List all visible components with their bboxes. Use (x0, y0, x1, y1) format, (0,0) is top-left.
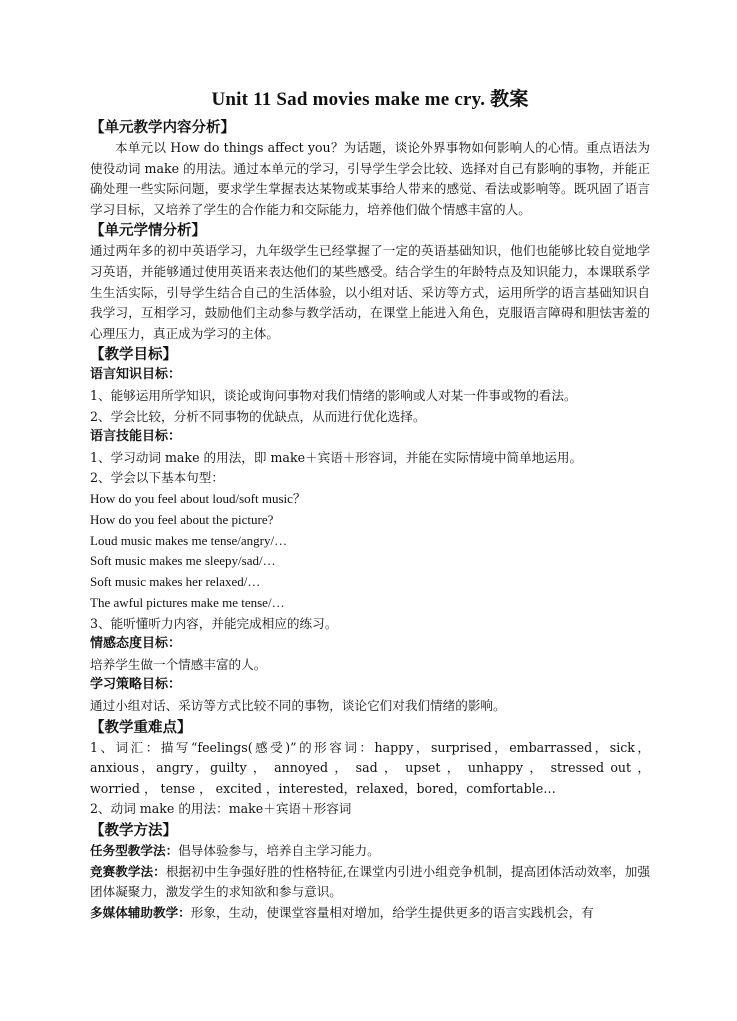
content-analysis-paragraph: 本单元以 How do things affect you？为话题，谈论外界事物如何影响人的心情。重点语法为使役动词 make 的用法。通过本单元的学习，引导学生学会比较、选择对自己有影响的事物，并能正确处理一些实际问题，要求学生掌握表达某物或某事给人带来的感觉、看法或影响等。既巩固了语言学习目标，又培养了学生的合作能力和交际能力，培养他们做个情感丰富的人。 (90, 140, 650, 217)
student-analysis-paragraph: 通过两年多的初中英语学习，九年级学生已经掌握了一定的英语基础知识，他们也能够比较自觉地学习英语，并能够通过使用英语来表达他们的某些感受。结合学生的年龄特点及知识能力，本课联系学生生活实际，引导学生结合自己的生活体验，以小组对话、采访等方式，运用所学的语言基础知识自我学习，互相学习，鼓励他们主动参与教学活动，在课堂上能进入角色，克服语言障碍和胆怯害羞的心理压力，真正成为学习的主体。 (90, 243, 650, 341)
section-heading-methods: 【教学方法】 (90, 822, 177, 840)
sentence-pattern-1: How do you feel about loud/soft music？ (90, 490, 306, 506)
document-title: Unit 11 Sad movies make me cry. 教案 (211, 89, 529, 110)
key-point-make-usage: 2、动词 make 的用法：make＋宾语＋形容词 (90, 801, 352, 817)
sentence-pattern-3: Loud music makes me tense/angry/… (90, 532, 288, 548)
emotion-objective: 培养学生做一个情感丰富的人。 (90, 656, 267, 672)
method-multimedia-text: 形象，生动，使课堂容量相对增加，给学生提供更多的语言实践机会，有 (190, 904, 594, 920)
method-task-based (90, 841, 650, 862)
method-competition-label: 竞赛教学法： (90, 863, 166, 879)
section-heading-student-analysis: 【单元学情分析】 (90, 222, 206, 240)
strategy-objective: 通过小组对话、采访等方式比较不同的事物，谈论它们对我们情绪的影响。 (90, 698, 506, 714)
strategy-objective-label: 学习策略目标： (90, 677, 182, 693)
section-heading-content-analysis: 【单元教学内容分析】 (90, 119, 235, 136)
sentence-pattern-4: Soft music makes me sleepy/sad/… (90, 553, 276, 569)
knowledge-objective-1: 1、能够运用所学知识，谈论或询问事物对我们情绪的影响或人对某一件事或物的看法。 (90, 387, 577, 403)
skill-objective-3: 3、能听懂听力内容，并能完成相应的练习。 (90, 615, 338, 631)
method-multimedia (90, 903, 650, 924)
skill-objectives-label: 语言技能目标： (90, 429, 182, 445)
sentence-pattern-5: Soft music makes her relaxed/… (90, 574, 261, 590)
method-multimedia-label: 多媒体辅助教学： (90, 904, 191, 920)
key-point-vocabulary: 1、词汇：描写“feelings(感受)”的形容词：happy，surprised，embarrassed，sick，anxious，angry，guilty ， annoyed ， sad ， upset ， unhappy ， stressed out ， worried ， tense ， excited ，interested，relaxed，bored，comfortable… (90, 739, 650, 796)
sentence-pattern-6: The awful pictures make me tense/… (90, 594, 285, 610)
sentence-pattern-2: How do you feel about the picture? (90, 511, 274, 527)
skill-objective-2: 2、学会以下基本句型： (90, 470, 224, 486)
method-competition-text: 根据初中生争强好胜的性格特征,在课堂内引进小组竞争机制，提高团体活动效率，加强团体凝聚力，激发学生的求知欲和参与意识。 (90, 863, 650, 900)
document-page (90, 84, 650, 923)
knowledge-objectives-label: 语言知识目标： (90, 367, 182, 383)
skill-objective-1: 1、学习动词 make 的用法，即 make＋宾语＋形容词，并能在实际情境中简单地运用。 (90, 449, 583, 465)
method-task-based-label: 任务型教学法： (90, 843, 179, 859)
method-task-based-text: 倡导体验参与，培养自主学习能力。 (178, 843, 380, 859)
method-competition (90, 862, 650, 903)
knowledge-objective-2: 2、学会比较，分析不同事物的优缺点，从而进行优化选择。 (90, 408, 426, 424)
section-heading-key-points: 【教学重难点】 (90, 718, 192, 736)
section-heading-objectives: 【教学目标】 (90, 346, 177, 364)
emotion-objective-label: 情感态度目标： (90, 636, 182, 652)
